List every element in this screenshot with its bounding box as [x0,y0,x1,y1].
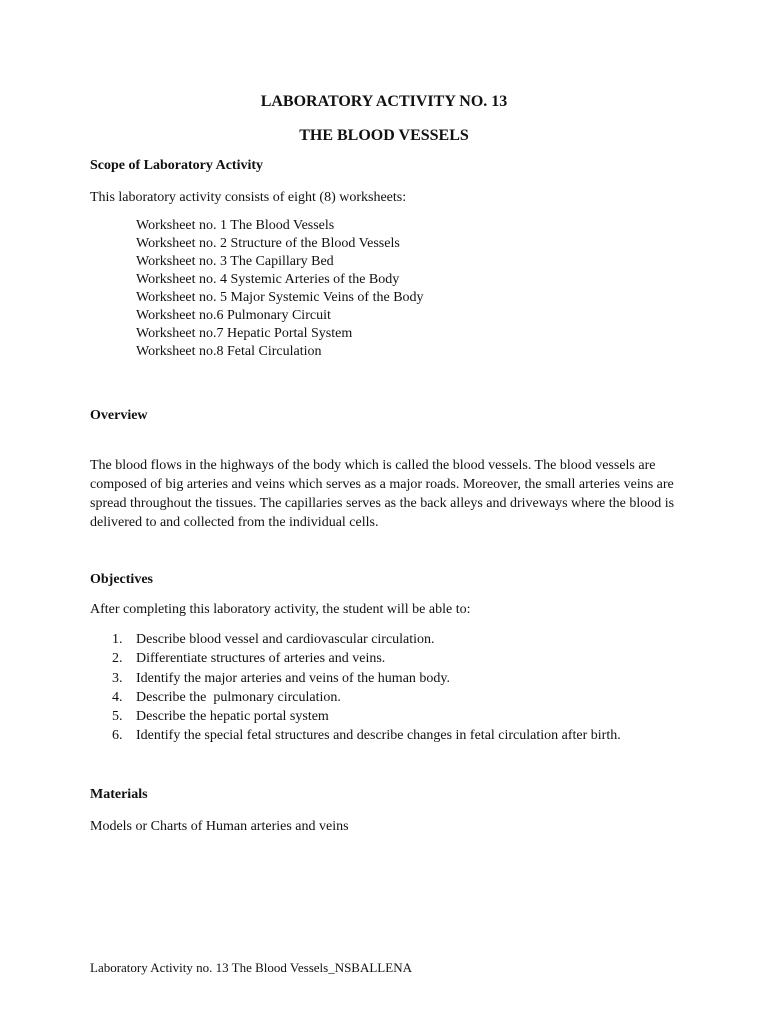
materials-heading: Materials [90,787,148,802]
objectives-intro: After completing this laboratory activity, the student will be able to: [90,602,471,617]
objective-number: 6. [112,728,123,744]
worksheet-item: Worksheet no.6 Pulmonary Circuit [136,308,331,323]
objective-text: Describe the hepatic portal system [136,709,329,725]
objective-number: 1. [112,632,123,647]
page-footer: Laboratory Activity no. 13 The Blood Vessels_NSBALLENA [90,960,412,975]
objectives-heading: Objectives [90,572,153,587]
worksheet-item: Worksheet no. 5 Major Systemic Veins of the Body [136,290,424,305]
objective-number: 2. [112,651,123,667]
objective-item [112,688,621,707]
objective-text: Identify the major arteries and veins of the human body. [136,670,450,686]
overview-heading: Overview [90,408,148,423]
scope-heading: Scope of Laboratory Activity [90,158,264,173]
worksheet-item: Worksheet no. 3 The Capillary Bed [136,254,334,269]
scope-intro: This laboratory activity consists of eight (8) worksheets: [90,190,407,205]
objectives-list [112,630,621,746]
worksheet-item: Worksheet no. 4 Systemic Arteries of the Body [136,272,400,287]
worksheet-item: Worksheet no. 1 The Blood Vessels [136,218,335,233]
worksheet-list [136,217,424,361]
page-title: LABORATORY ACTIVITY NO. 13 [260,93,508,110]
worksheet-item: Worksheet no.7 Hepatic Portal System [136,326,353,341]
page-subtitle: THE BLOOD VESSELS [299,127,469,144]
objective-item [112,630,621,649]
objective-number: 4. [112,689,123,705]
objective-text: Describe blood vessel and cardiovascular circulation. [136,632,435,647]
objective-number: 3. [112,670,123,686]
objective-item [112,707,621,726]
objective-text: Describe the pulmonary circulation. [136,689,341,705]
objective-item [112,726,621,745]
materials-text: Models or Charts of Human arteries and veins [90,819,349,834]
overview-paragraph: The blood flows in the highways of the body which is called the blood vessels. The blood vessels are composed of big arteries and veins which serves as a major roads. Moreover, the small arteries veins are spread throughout the tissues. The capillaries serves as the back alleys and driveways where the blood is delivered to and collected from the individual cells. [90,458,675,530]
objective-number: 5. [112,709,123,725]
objective-text: Identify the special fetal structures and describe changes in fetal circulation after birth. [136,728,621,744]
worksheet-item: Worksheet no. 2 Structure of the Blood Vessels [136,236,400,251]
objective-item [112,649,621,668]
objective-text: Differentiate structures of arteries and veins. [136,651,386,667]
objective-item [112,669,621,688]
worksheet-item: Worksheet no.8 Fetal Circulation [136,344,322,359]
